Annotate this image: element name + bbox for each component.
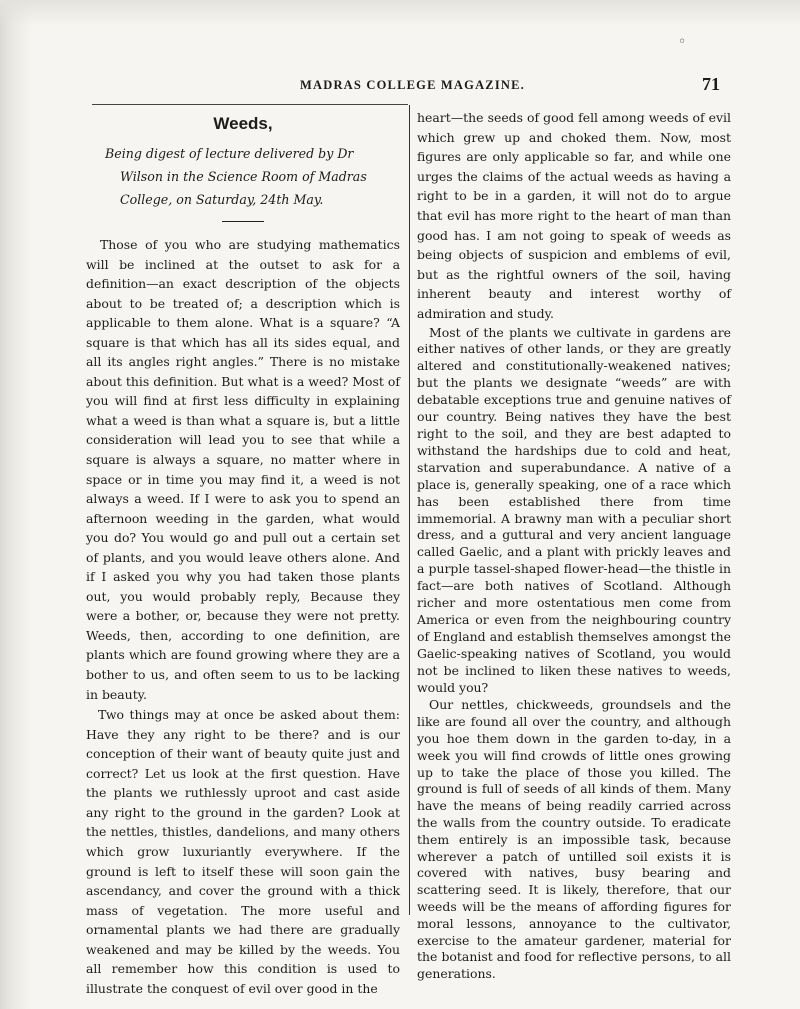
paragraph: Those of you who are studying mathematics will be inclined at the outset to ask for a definition—an exact description of the objects about to be treated of; a description which is applicable to them alone. What is a square? “A square is that which has all its sides equal, and all its angles right angles.” There is no mistake about this definition. But what is a weed? Most of you will find at first less difficulty in explaining what a weed is than what a square is, but a little consideration will lead you to see that while a square is always a square, no matter where in space or in time you may find it, a weed is not always a weed. If I were to ask you to spend an afternoon weeding in the garden, what would you do? You would go and pull out a certain set of plants, and you would leave others alone. And if I asked you why you had taken those plants out, you would probably reply, Because they were a bother, or, because they were not pretty. Weeds, then, according to one definition, are plants which are found growing where they are a bother to us, and often seem to us to be lacking in beauty. [86, 237, 400, 702]
left-column [86, 108, 400, 998]
article-title: Weeds, [213, 114, 273, 133]
stray-mark-icon: ◦ [678, 34, 687, 50]
running-header-title: MADRAS COLLEGE MAGAZINE. [300, 78, 525, 92]
page-top-shadow [0, 0, 800, 26]
paragraph: Our nettles, chickweeds, groundsels and the like are found all over the country, and although you hoe them down in the garden to-day, in a week you will find crowds of little ones growing up to take the place of those you killed. The ground is full of seeds of all kinds of them. Many have the means of being readily carried across the walls from the country outside. To eradicate them entirely is an impossible task, because wherever a patch of untilled soil exists it is covered with natives, busy bearing and scattering seed. It is likely, therefore, that our weeds will be the means of affording figures for moral lessons, annoyance to the cultivator, exercise to the amateur gardener, material for the botanist and food for reflective persons, to all generations. [417, 697, 731, 982]
page-number: 71 [702, 74, 720, 94]
paragraph: Two things may at once be asked about them: Have they any right to be there? and is our conception of their want of beauty quite just and correct? Let us look at the first question. Have the plants we ruthlessly uproot and cast aside any right to the ground in the garden? Look at the nettles, thistles, dandelions, and many others which grow luxuriantly everywhere. If the ground is left to itself these will soon gain the ascendancy, and cover the ground with a thick mass of vegetation. The more useful and ornamental plants we had there are gradually weakened and may be killed by the weeds. You all remember how this condition is used to illustrate the conquest of evil over good in the [86, 707, 400, 996]
header-rule [92, 104, 408, 105]
article-subtitle: Being digest of lecture delivered by Dr Wilson in the Science Room of Madras College, on Saturday, 24th May. [105, 146, 367, 207]
right-column [417, 108, 731, 983]
paragraph: heart—the seeds of good fell among weeds of evil which grew up and choked them. Now, most figures are only applicable so far, and while one urges the claims of the actual weeds as having a right to be in a garden, it will not do to argue that evil has more right to the heart of man than good has. I am not going to speak of weeds as being objects of suspicion and emblems of evil, but as the rightful owners of the soil, having inherent beauty and interest worthy of admiration and study. [417, 110, 731, 321]
title-separator [222, 221, 264, 222]
column-divider [409, 105, 410, 915]
running-header [90, 74, 720, 98]
page-edge-shadow [0, 0, 32, 1009]
paragraph: Most of the plants we cultivate in gardens are either natives of other lands, or they are greatly altered and constitutionally-weakened natives; but the plants we designate “weeds” are with debatable exceptions true and genuine natives of our country. Being natives they have the best right to the soil, and they are best adapted to withstand the hardships due to cold and heat, starvation and superabundance. A native of a place is, generally speaking, one of a race which has been established there from time immemorial. A brawny man with a peculiar short dress, and a guttural and very ancient language called Gaelic, and a plant with prickly leaves and a purple tassel-shaped flower-head—the thistle in fact—are both natives of Scotland. Although richer and more ostentatious men come from America or even from the neighbouring country of England and establish themselves amongst the Gaelic-speaking natives of Scotland, you would not be inclined to liken these natives to weeds, would you? [417, 324, 731, 695]
